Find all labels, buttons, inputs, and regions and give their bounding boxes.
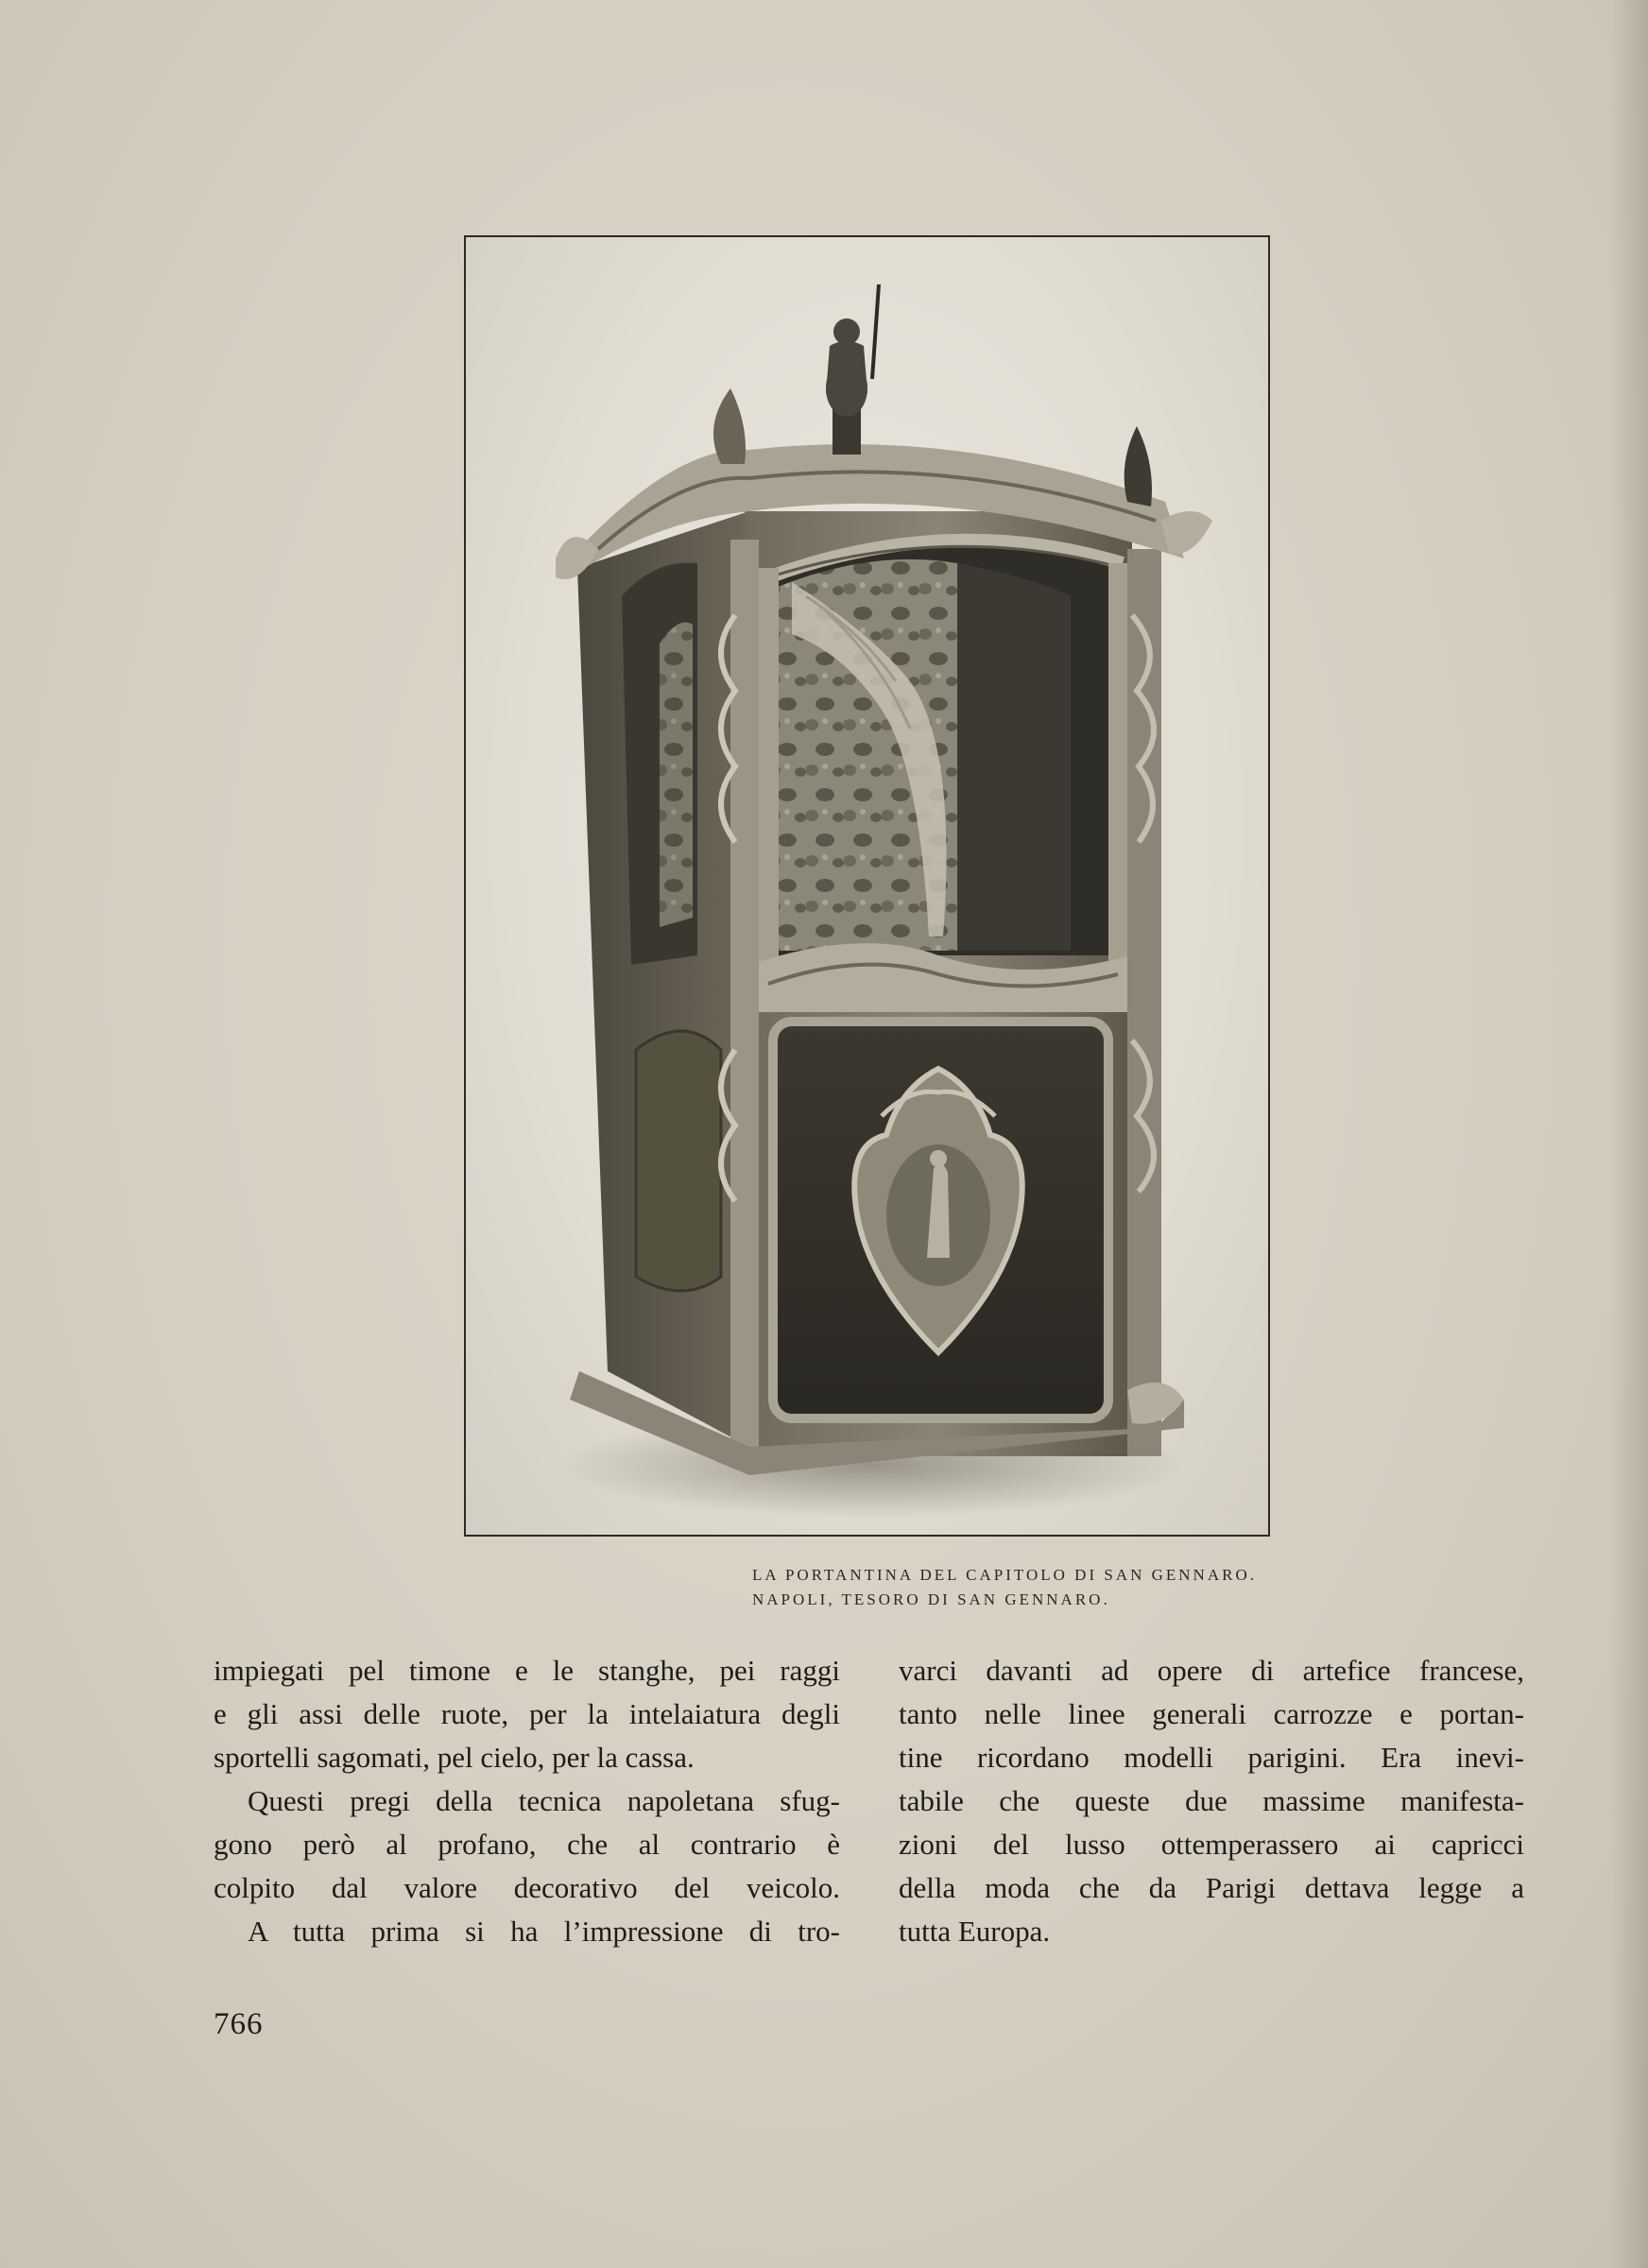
caption-line-2: NAPOLI, TESORO DI SAN GENNARO. [752,1590,1110,1608]
text-line: gono però al profano, che al contrario è [214,1828,840,1861]
page-number: 766 [214,2007,264,2041]
text-line: zioni del lusso ottemperassero ai capricci [899,1828,1524,1861]
text-line: della moda che da Parigi dettava legge a [899,1871,1524,1904]
text-line: Questi pregi della tecnica napoletana sfug- [248,1784,840,1817]
page-edge-shadow [1610,0,1648,2268]
left-text-column [214,1649,840,1953]
text-line: tine ricordano modelli parigini. Era inevi- [899,1741,1524,1774]
text-line: colpito dal valore decorativo del veicolo. [214,1871,840,1904]
text-line: impiegati pel timone e le stanghe, pei raggi [214,1654,840,1687]
text-line: tabile che queste due massime manifesta- [899,1784,1524,1817]
text-line: sportelli sagomati, pel cielo, per la cassa. [214,1741,695,1774]
sedan-chair-illustration [466,237,1268,1535]
text-line: e gli assi delle ruote, per la intelaiatura degli [214,1697,840,1730]
text-line: tanto nelle linee generali carrozze e portan- [899,1697,1524,1730]
right-text-column [899,1649,1524,1953]
figure-caption [752,1563,1281,1612]
caption-line-1: LA PORTANTINA DEL CAPITOLO DI SAN GENNARO. [752,1566,1257,1584]
text-line: tutta Europa. [899,1915,1051,1948]
figure-photograph [464,235,1270,1537]
text-line: A tutta prima si ha l’impressione di tro- [248,1915,840,1948]
text-line: varci davanti ad opere di artefice francese, [899,1654,1524,1687]
